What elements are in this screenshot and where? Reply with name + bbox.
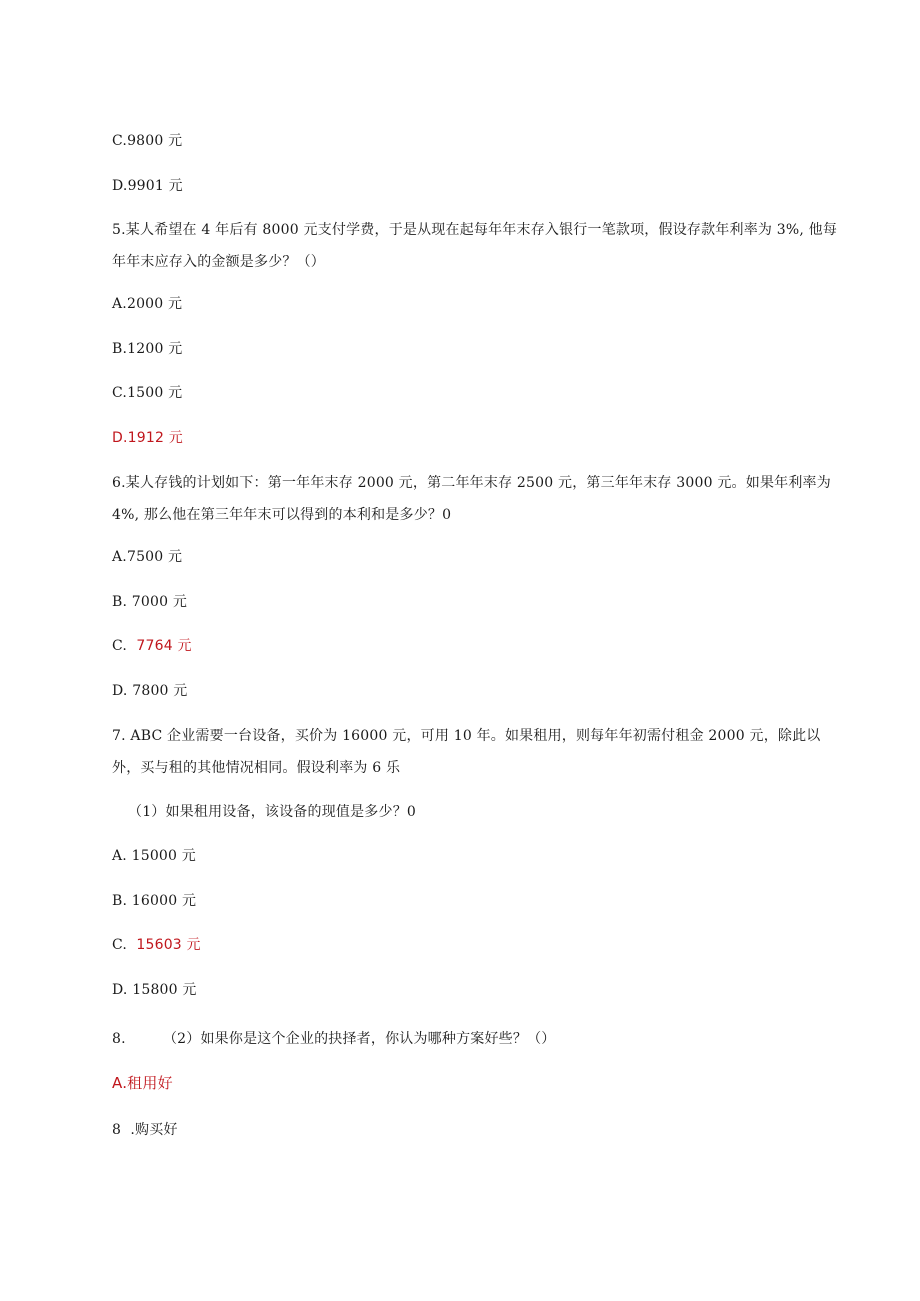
question-8: 8. （2）如果你是这个企业的抉择者，你认为哪种方案好些？（） [112,1031,556,1047]
option-q4-c: C.9800 元 [112,133,183,149]
option-q7-c [112,935,201,955]
option-q7-d: D. 15800 元 [112,982,197,998]
option-q7-c-answer: 15603 元 [136,937,201,953]
option-q6-c [112,636,192,656]
option-q7-c-label: C. [112,937,137,953]
option-q5-a: A.2000 元 [112,296,183,312]
option-q6-b: B. 7000 元 [112,594,188,610]
option-q5-d-answer: D.1912 元 [112,430,183,446]
option-q7-a: A. 15000 元 [112,848,196,864]
option-q6-d: D. 7800 元 [112,683,188,699]
option-q6-c-answer: 7764 元 [136,638,192,654]
question-7: 7. ABC 企业需要一台设备，买价为 16000 元，可用 10 年。如果租用，则每年年初需付租金 2000 元，除此以外，买与租的其他情况相同。假设利率为 6 乐 [112,728,821,776]
option-q8-b: 8 .购买好 [112,1122,178,1138]
option-q6-a: A.7500 元 [112,549,183,565]
option-q5-b: B.1200 元 [112,341,183,357]
option-q7-b: B. 16000 元 [112,893,197,909]
option-q6-c-label: C. [112,638,137,654]
question-7-sub-1: （1）如果租用设备，该设备的现值是多少？0 [128,804,417,820]
question-5: 5.某人希望在 4 年后有 8000 元支付学费，于是从现在起每年年末存入银行一笔款项，假设存款年利率为 3%, 他每年年末应存入的金额是多少？（） [112,222,838,270]
option-q4-d: D.9901 元 [112,178,183,194]
question-6: 6.某人存钱的计划如下：第一年年末存 2000 元，第二年年末存 2500 元，第三年年末存 3000 元。如果年利率为 4%, 那么他在第三年年末可以得到的本利和是多少？0 [112,475,831,523]
option-q8-a-answer: A.租用好 [112,1074,173,1092]
option-q5-c: C.1500 元 [112,385,183,401]
